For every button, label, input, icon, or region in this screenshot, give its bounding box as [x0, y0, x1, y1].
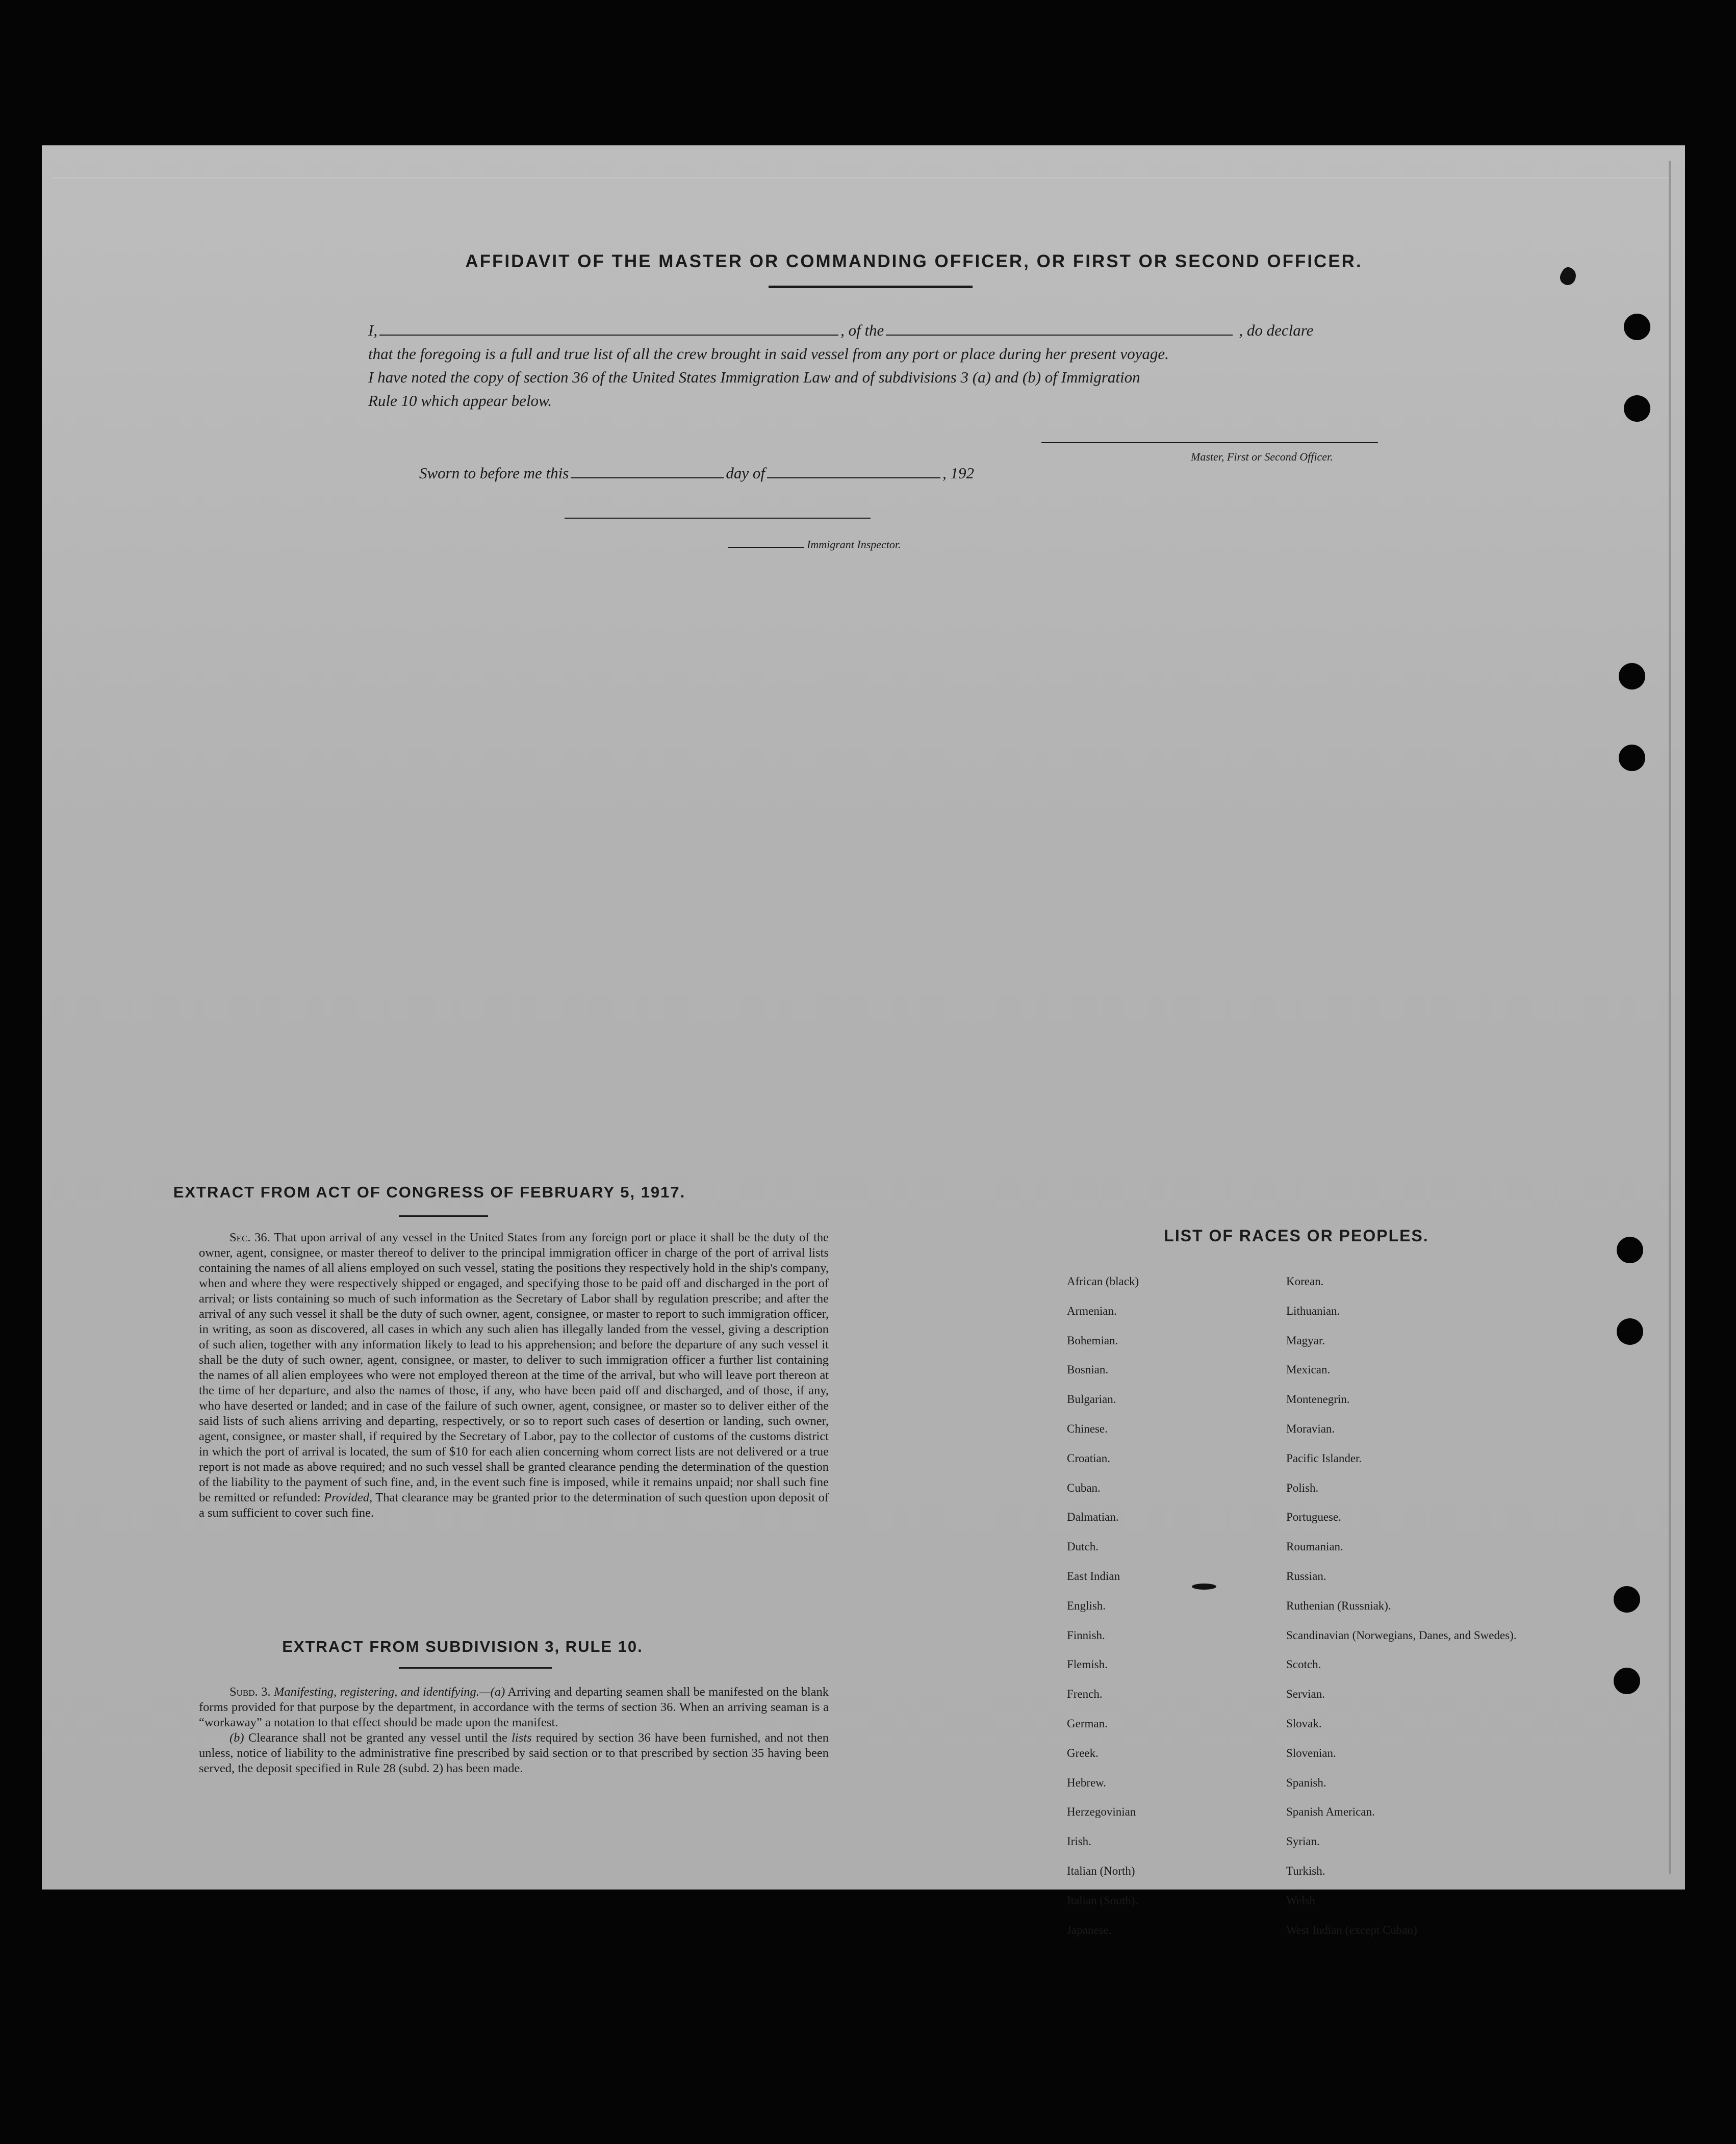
race-item: Armenian.: [1067, 1304, 1117, 1317]
rule-subdivision-3: [199, 1684, 829, 1776]
race-item: Hebrew.: [1067, 1776, 1107, 1789]
inspector-caption: Immigrant Inspector.: [807, 538, 901, 551]
affidavit-declare: , do declare: [1239, 321, 1314, 339]
race-item: Turkish.: [1286, 1864, 1325, 1877]
race-item: Finnish.: [1067, 1628, 1105, 1642]
subd-b-lists: lists: [512, 1731, 532, 1745]
subd-b-text-1: Clearance shall not be granted any vessel until the: [248, 1731, 507, 1745]
binder-hole: [1614, 1586, 1640, 1613]
name-blank[interactable]: [379, 334, 838, 336]
race-item: Chinese.: [1067, 1422, 1108, 1435]
inspector-signature-line[interactable]: [565, 518, 871, 519]
race-item: Roumanian.: [1286, 1540, 1343, 1553]
race-item: Korean.: [1286, 1275, 1324, 1288]
binder-hole: [1619, 663, 1645, 690]
sworn-year: , 192: [942, 464, 974, 482]
subd-a-text: Arriving and departing seamen shall be manifested on the blank forms provided for that purpose by the department, in accordance with the terms of section 36. When an arriving seaman is a “workaway” a notation to that effect should be made upon the manifest.: [199, 1685, 829, 1729]
page-edge: [1669, 161, 1671, 1874]
race-item: Bulgarian.: [1067, 1393, 1116, 1406]
race-item: Slovenian.: [1286, 1746, 1336, 1759]
affidavit-line-4: Rule 10 which appear below.: [368, 392, 552, 410]
page-edge: [52, 177, 1670, 178]
race-item: Ruthenian (Russniak).: [1286, 1599, 1391, 1612]
race-item: Magyar.: [1286, 1334, 1325, 1347]
sworn-prefix: Sworn to before me this: [419, 464, 569, 482]
race-item: Montenegrin.: [1286, 1393, 1350, 1406]
binder-hole: [1614, 1668, 1640, 1694]
binder-hole: [1624, 314, 1650, 340]
binder-hole: [1619, 745, 1645, 771]
race-item: Greek.: [1067, 1746, 1099, 1759]
race-item: Servian.: [1286, 1688, 1325, 1701]
race-item: French.: [1067, 1688, 1103, 1701]
race-item: Lithuanian.: [1286, 1304, 1340, 1317]
race-item: Welsh: [1286, 1894, 1315, 1907]
race-item: African (black): [1067, 1275, 1139, 1288]
race-item: Cuban.: [1067, 1481, 1101, 1494]
race-item: Scandinavian (Norwegians, Danes, and Swedes).: [1286, 1628, 1517, 1642]
race-item: West Indian (except Cuban): [1286, 1923, 1417, 1936]
rule-title-rule: [399, 1667, 552, 1669]
race-item: Slovak.: [1286, 1717, 1322, 1730]
races-right-column: [1286, 1275, 1526, 1953]
race-item: Pacific Islander.: [1286, 1451, 1362, 1465]
race-item: East Indian: [1067, 1569, 1120, 1583]
race-item: Bosnian.: [1067, 1363, 1109, 1376]
races-left-column: [1067, 1275, 1307, 1953]
proviso-text: That clearance may be granted prior to the determination of such question upon deposit of a sum sufficient to cover such fine.: [199, 1491, 829, 1520]
race-item: Bohemian.: [1067, 1334, 1118, 1347]
master-caption: Master, First or Second Officer.: [1191, 450, 1333, 463]
proviso-word: Provided,: [324, 1491, 373, 1504]
races-title: LIST OF RACES OR PEOPLES.: [1164, 1227, 1429, 1245]
vessel-blank[interactable]: [886, 334, 1233, 336]
inspector-caption-rule: [728, 547, 804, 548]
affidavit-line-3: I have noted the copy of section 36 of the United States Immigration Law and of subdivisions 3 (a) and (b) of Immigration: [368, 368, 1140, 386]
subd-heading: Manifesting, registering, and identifying.—(a): [273, 1685, 505, 1699]
document-page: [42, 145, 1685, 1936]
race-item: Japanese.: [1067, 1923, 1112, 1936]
rule-title: EXTRACT FROM SUBDIVISION 3, RULE 10.: [282, 1638, 643, 1655]
affidavit-of-the: , of the: [840, 321, 884, 339]
subd-label: Subd. 3.: [229, 1685, 271, 1699]
affidavit-line-2: that the foregoing is a full and true list of all the crew brought in said vessel from any port or place during her present voyage.: [368, 345, 1169, 363]
race-item: Russian.: [1286, 1569, 1326, 1583]
race-item: Spanish.: [1286, 1776, 1326, 1789]
affidavit-i: I,: [368, 321, 378, 339]
race-item: Mexican.: [1286, 1363, 1331, 1376]
act-section-36: [199, 1230, 829, 1521]
act-title: EXTRACT FROM ACT OF CONGRESS OF FEBRUARY 5, 1917.: [173, 1183, 686, 1201]
sworn-date-blank[interactable]: [571, 477, 724, 478]
sec-label: Sec. 36.: [229, 1231, 270, 1244]
race-item: Herzegovinian: [1067, 1805, 1136, 1819]
sworn-day: day of: [726, 464, 765, 482]
act-title-rule: [399, 1215, 488, 1217]
race-item: Irish.: [1067, 1835, 1091, 1848]
race-item: Spanish American.: [1286, 1805, 1375, 1819]
race-item: Scotch.: [1286, 1658, 1321, 1671]
ink-mark: [1558, 265, 1579, 288]
race-item: German.: [1067, 1717, 1108, 1730]
race-item: Italian (North): [1067, 1864, 1135, 1877]
affidavit-title: AFFIDAVIT OF THE MASTER OR COMMANDING OFFICER, OR FIRST OR SECOND OFFICER.: [465, 251, 1363, 271]
binder-hole: [1617, 1318, 1643, 1345]
race-item: English.: [1067, 1599, 1106, 1612]
master-signature-line[interactable]: [1041, 442, 1378, 443]
race-item: Croatian.: [1067, 1451, 1110, 1465]
race-item: Moravian.: [1286, 1422, 1335, 1435]
sworn-month-blank[interactable]: [767, 477, 940, 478]
sworn-line: [419, 464, 974, 482]
binder-hole: [1617, 1237, 1643, 1263]
race-item: Flemish.: [1067, 1658, 1108, 1671]
sec-text: That upon arrival of any vessel in the United States from any foreign port or place it shall be the duty of the owner, agent, consignee, or master thereof to deliver to the principal immigration officer in charge of the port of arrival lists containing the names of all aliens employed on such vessel, stating the positions they respectively hold in the ship's company, when and where they were respectively shipped or engaged, and specifying those to be paid off and discharged in the port of arrival; or lists containing so much of such information as the Secretary of Labor shall by regulation prescribe; and after the arrival of any such vessel it shall be the duty of such owner, agent, consignee, or master to report to such immigration officer, in writing, as soon as discovered, all cases in which any such alien has illegally landed from the vessel, giving a description of such alien, together with any information likely to lead to his apprehension; and before the departure of any such vessel it shall be the duty of such owner, agent, consignee, or master, to deliver to such immigration officer a further list containing the names of all alien employees who were not employed thereon at the time of the arrival, but who will leave port thereon at the time of her departure, and also the names of those, if any, who have been paid off and discharged, and of those, if any, who have deserted or landed; and in case of the failure of such owner, agent, consignee, or master so to deliver either of the said lists of such aliens arriving and departing, respectively, or so to report such cases of desertion or landing, such owner, agent, consignee, or master shall, if required by the Secretary of Labor, pay to the collector of customs of the customs district in which the port of arrival is located, the sum of $10 for each alien concerning whom correct lists are not delivered or a true report is not made as above required; and no such vessel shall be granted clearance pending the determination of the question of the liability to the payment of such fine, and, in the event such fine is imposed, while it remains unpaid; nor shall such fine be remitted or refunded:: [199, 1231, 829, 1504]
race-item: Italian (South).: [1067, 1894, 1138, 1907]
race-item: Dutch.: [1067, 1540, 1099, 1553]
race-item: Portuguese.: [1286, 1511, 1341, 1524]
binder-hole: [1624, 395, 1650, 422]
race-item: Dalmatian.: [1067, 1511, 1119, 1524]
subd-b-label: (b): [229, 1731, 244, 1745]
race-item: Polish.: [1286, 1481, 1319, 1494]
race-item: Syrian.: [1286, 1835, 1320, 1848]
title-underline: [769, 286, 973, 288]
affidavit-text: [368, 319, 1419, 413]
subd-b-text-2: required by section 36 have been furnished, and not then unless, notice of liability to the administrative fine prescribed by said section or to that prescribed by section 35 having been served, the deposit specified in Rule 28 (subd. 2) has been made.: [199, 1731, 829, 1775]
